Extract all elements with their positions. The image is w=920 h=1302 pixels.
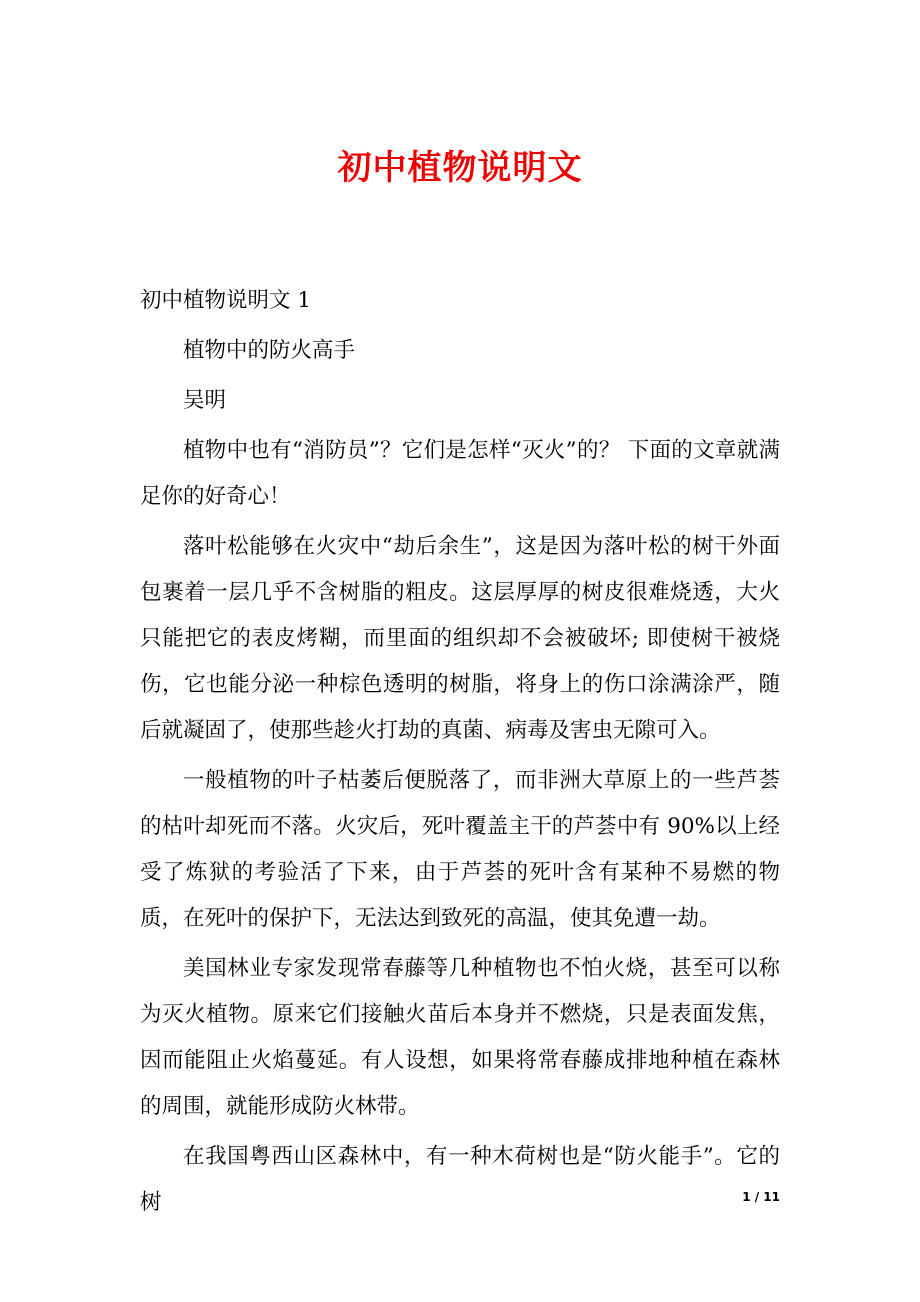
paragraph: 在我国粤西山区森林中，有一种木荷树也是“防火能手”。它的树 xyxy=(140,1144,780,1215)
document-body xyxy=(140,278,780,1230)
paragraph: 美国林业专家发现常春藤等几种植物也不怕火烧，甚至可以称为灭火植物。原来它们接触火苗后本身并不燃烧，只是表面发焦，因而能阻止火焰蔓延。有人设想，如果将常春藤成排地种植在森林的周围，就能形成防火林带。 xyxy=(140,956,780,1119)
document-title: 初中植物说明文 xyxy=(337,148,583,188)
author-name: 吴明 xyxy=(183,388,227,413)
page-number: 1 / 11 xyxy=(742,1190,780,1204)
article-title: 植物中的防火高手 xyxy=(183,338,356,363)
paragraph: 一般植物的叶子枯萎后便脱落了，而非洲大草原上的一些芦荟的枯叶却死而不落。火灾后，死叶覆盖主干的芦荟中有 90%以上经受了炼狱的考验活了下来，由于芦荟的死叶含有某种不易燃的物质，在死叶的保护下，无法达到致死的高温，使其免遭一劫。 xyxy=(140,768,780,931)
paragraph: 植物中也有“消防员”？它们是怎样“灭火”的？ 下面的文章就满足你的好奇心！ xyxy=(140,438,780,509)
section-heading: 初中植物说明文 1 xyxy=(140,288,312,313)
paragraph: 落叶松能够在火灾中“劫后余生”，这是因为落叶松的树干外面包裹着一层几乎不含树脂的粗皮。这层厚厚的树皮很难烧透，大火只能把它的表皮烤糊，而里面的组织却不会被破坏; 即使树干被烧伤，它也能分泌一种棕色透明的树脂，将身上的伤口涂满涂严，随后就凝固了，使那些趁火打劫的真菌、病毒及害虫无隙可入。 xyxy=(140,534,780,743)
